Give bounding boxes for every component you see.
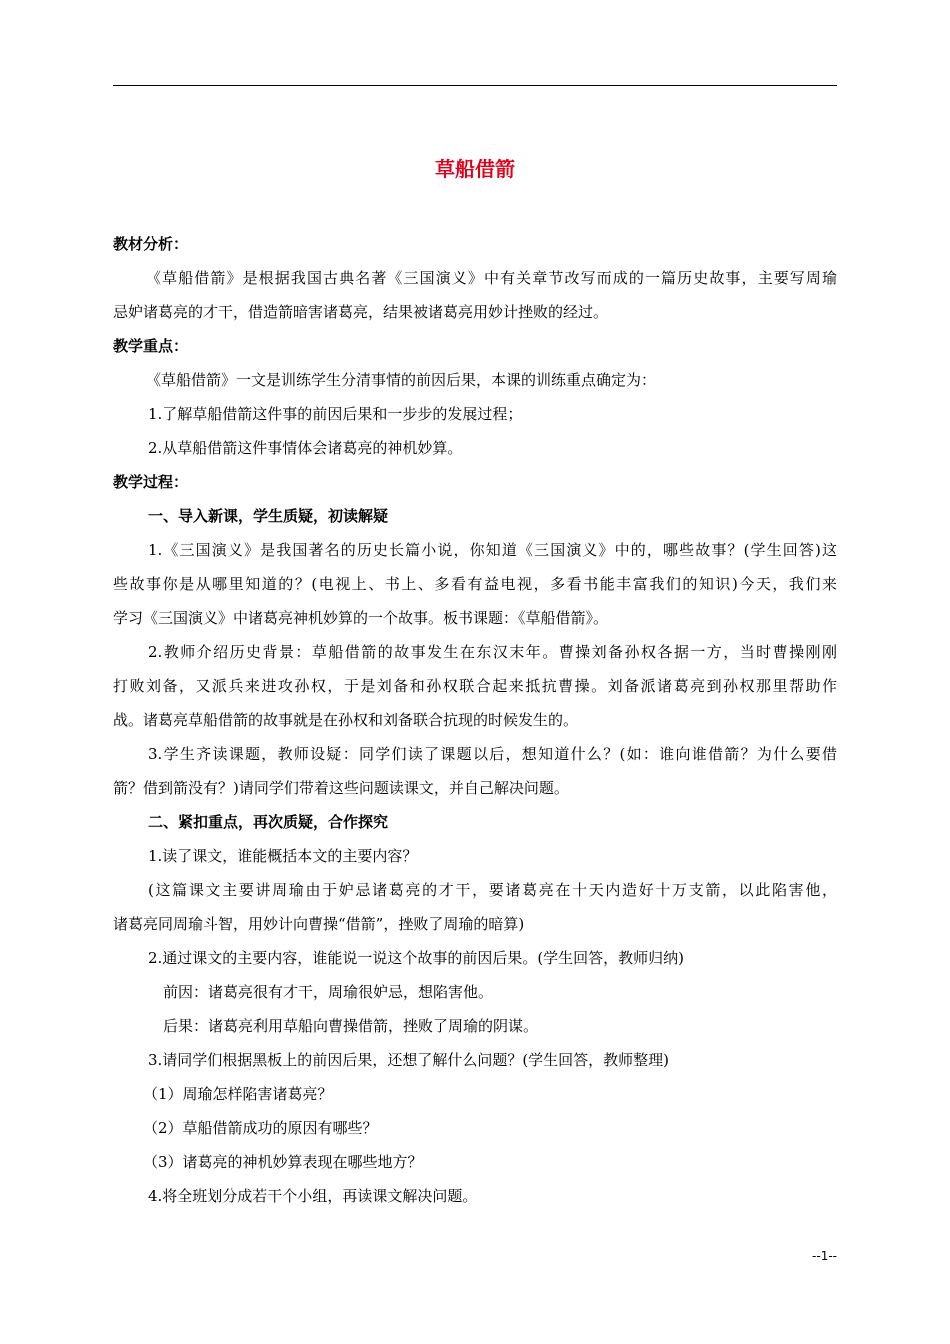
paragraph-line: 3.学生齐读课题，教师设疑：同学们读了课题以后，想知道什么？(如：谁向谁借箭？为什么要借 bbox=[148, 745, 837, 763]
paragraph-line: 些故事你是从哪里知道的？(电视上、书上、多看有益电视，多看书能丰富我们的知识)今天，我们来 bbox=[113, 575, 837, 593]
paragraph-line: 2.教师介绍历史背景：草船借箭的故事发生在东汉末年。曹操刘备孙权各据一方，当时曹操刚刚 bbox=[148, 643, 837, 661]
paragraph-line: 4.将全班划分成若干个小组，再读课文解决问题。 bbox=[148, 1187, 478, 1205]
section-heading-focus: 教学重点： bbox=[113, 337, 189, 355]
list-item: （1）周瑜怎样陷害诸葛亮？ bbox=[143, 1085, 333, 1103]
paragraph-line: 忌妒诸葛亮的才干，借造箭暗害诸葛亮，结果被诸葛亮用妙计挫败的经过。 bbox=[113, 303, 609, 321]
paragraph-line: 2.通过课文的主要内容，谁能说一说这个故事的前因后果。(学生回答，教师归纳) bbox=[148, 949, 685, 967]
section-heading-material: 教材分析： bbox=[113, 235, 189, 253]
list-item: 2.从草船借箭这件事情体会诸葛亮的神机妙算。 bbox=[148, 439, 463, 457]
page-number: --1-- bbox=[812, 1249, 837, 1263]
paragraph-line: 1.读了课文，谁能概括本文的主要内容？ bbox=[148, 847, 418, 865]
paragraph-line: 战。诸葛亮草船借箭的故事就是在孙权和刘备联合抗现的时候发生的。 bbox=[113, 711, 579, 729]
header-rule bbox=[113, 85, 837, 86]
list-item: （2）草船借箭成功的原因有哪些？ bbox=[143, 1119, 378, 1137]
list-item: 后果：诸葛亮利用草船向曹操借箭，挫败了周瑜的阴谋。 bbox=[163, 1017, 539, 1035]
list-item: 1.了解草船借箭这件事的前因后果和一步步的发展过程； bbox=[148, 405, 523, 423]
subsection-heading-part2: 二、紧扣重点，再次质疑，合作探究 bbox=[148, 813, 389, 831]
paragraph-line: (这篇课文主要讲周瑜由于妒忌诸葛亮的才干，要诸葛亮在十天内造好十万支箭，以此陷害他， bbox=[148, 881, 837, 899]
list-item: 前因：诸葛亮很有才干，周瑜很妒忌，想陷害他。 bbox=[163, 983, 494, 1001]
paragraph-line: 《草船借箭》一文是训练学生分清事情的前因后果，本课的训练重点确定为： bbox=[146, 371, 657, 389]
subsection-heading-part1: 一、导入新课，学生质疑，初读解疑 bbox=[148, 507, 389, 525]
paragraph-line: 3.请同学们根据黑板上的前因后果，还想了解什么问题？(学生回答，教师整理) bbox=[148, 1051, 670, 1069]
paragraph-line: 箭？借到箭没有？)请同学们带着这些问题读课文，并自己解决问题。 bbox=[113, 779, 569, 797]
paragraph-line: 学习《三国演义》中诸葛亮神机妙算的一个故事。板书课题：《草船借箭》。 bbox=[113, 609, 609, 627]
paragraph-line: 1.《三国演义》是我国著名的历史长篇小说，你知道《三国演义》中的，哪些故事？(学生回答)这 bbox=[148, 541, 837, 559]
paragraph-line: 《草船借箭》是根据我国古典名著《三国演义》中有关章节改写而成的一篇历史故事，主要写周瑜 bbox=[146, 269, 837, 287]
document-body bbox=[113, 227, 837, 1213]
page-title: 草船借箭 bbox=[435, 157, 515, 181]
paragraph-line: 打败刘备，又派兵来进攻孙权，于是刘备和孙权联合起来抵抗曹操。刘备派诸葛亮到孙权那里帮助作 bbox=[113, 677, 837, 695]
list-item: （3）诸葛亮的神机妙算表现在哪些地方？ bbox=[143, 1153, 423, 1171]
paragraph-line: 诸葛亮同周瑜斗智，用妙计向曹操“借箭”，挫败了周瑜的暗算) bbox=[113, 915, 525, 933]
section-heading-process: 教学过程： bbox=[113, 473, 189, 491]
